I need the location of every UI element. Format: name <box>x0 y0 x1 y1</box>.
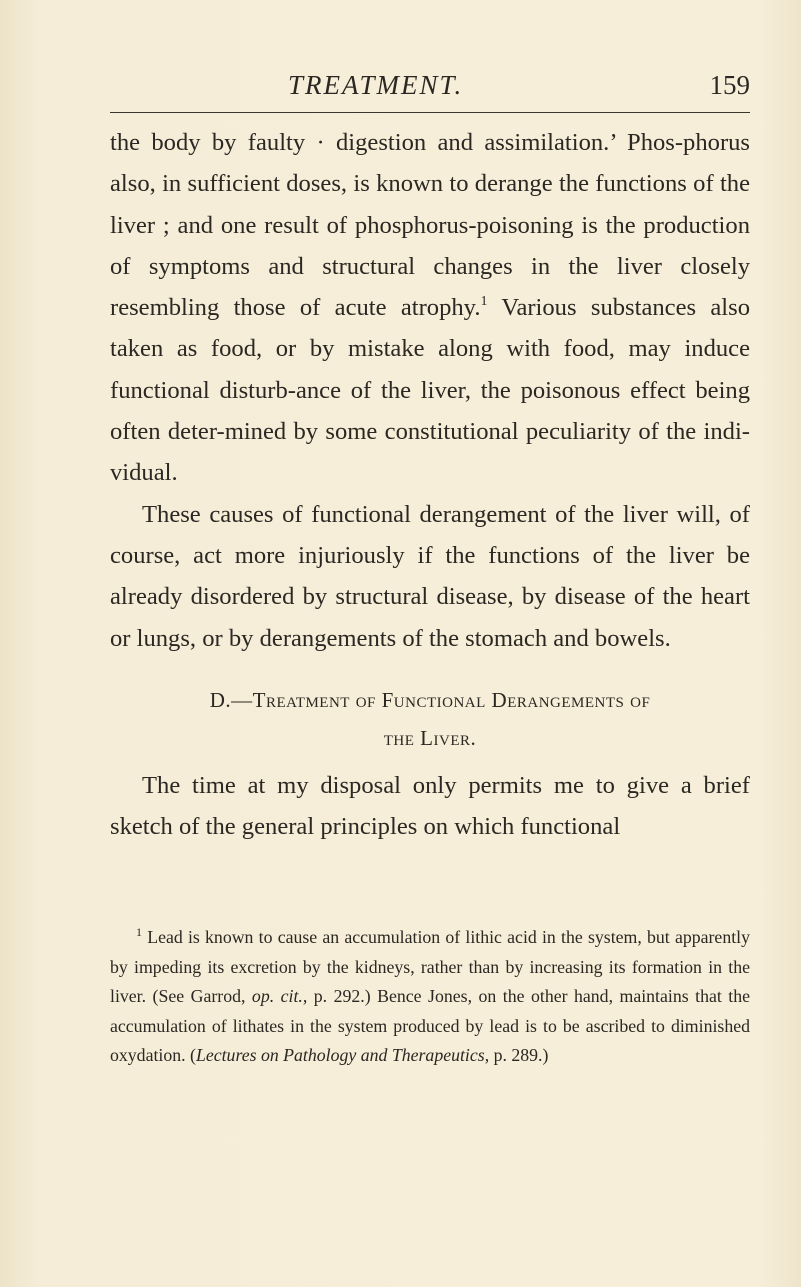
page-header <box>110 70 750 110</box>
footnote-text-c: , p. 289.) <box>484 1045 549 1066</box>
footnotes <box>110 923 750 1071</box>
paragraph-1 <box>110 122 750 494</box>
section-heading-line-1 <box>110 681 750 719</box>
footnote-citation-1: op. cit. <box>251 986 303 1007</box>
section-heading <box>110 681 750 757</box>
footnote-mark: 1 <box>136 925 142 939</box>
section-title-line-2: the Liver. <box>383 725 477 750</box>
section-title-line-1: Treatment of Functional Derangements of <box>252 687 651 712</box>
footnote-text-a: Lead is known to cause an accumulation of lithic acid in the system, but apparently by impeding its excretion by the kidneys, rather than by increasing its formation in the liver. (See Garrod, <box>110 927 750 1007</box>
body-text <box>110 122 750 847</box>
running-title: TREATMENT. <box>288 70 464 100</box>
paragraph-3: The time at my disposal only permits me to give a brief sketch of the general principles on which functional <box>110 771 750 841</box>
section-letter: D.— <box>209 687 253 712</box>
footnote-reference: 1 <box>480 294 488 310</box>
paragraph-1-text-b: Various substances also taken as food, or by mistake along with food, may induce functional disturb-ance of the liver, the poisonous effect being often deter-mined by some constitutional peculiarity of the indi-vidual. <box>110 294 750 487</box>
paragraph-2: These causes of functional derangement of the liver will, of course, act more injuriously if the functions of the liver be already disordered by structural disease, by disease of the heart or lungs, or by derangements of the stomach and bowels. <box>110 500 750 652</box>
footnote-text-b: , p. 292.) Bence Jones, on the other hand, maintains that the accumulation of lithates in the system produced by lead is to be ascribed to diminished oxydation. ( <box>110 986 751 1066</box>
footnote-citation-2: Lectures on Pathology and Therapeutics <box>195 1045 485 1066</box>
paragraph-1-text-a: the body by faulty · digestion and assimilation.’ Phos-phorus also, in sufficient doses, is known to derange the functions of the liver ; and one result of phosphorus-poisoning is the production of symptoms and structural changes in the liver closely resembling those of acute atrophy. <box>110 129 750 322</box>
header-rule <box>110 112 750 113</box>
page-number: 159 <box>709 70 750 100</box>
footnote-1 <box>110 923 750 1071</box>
